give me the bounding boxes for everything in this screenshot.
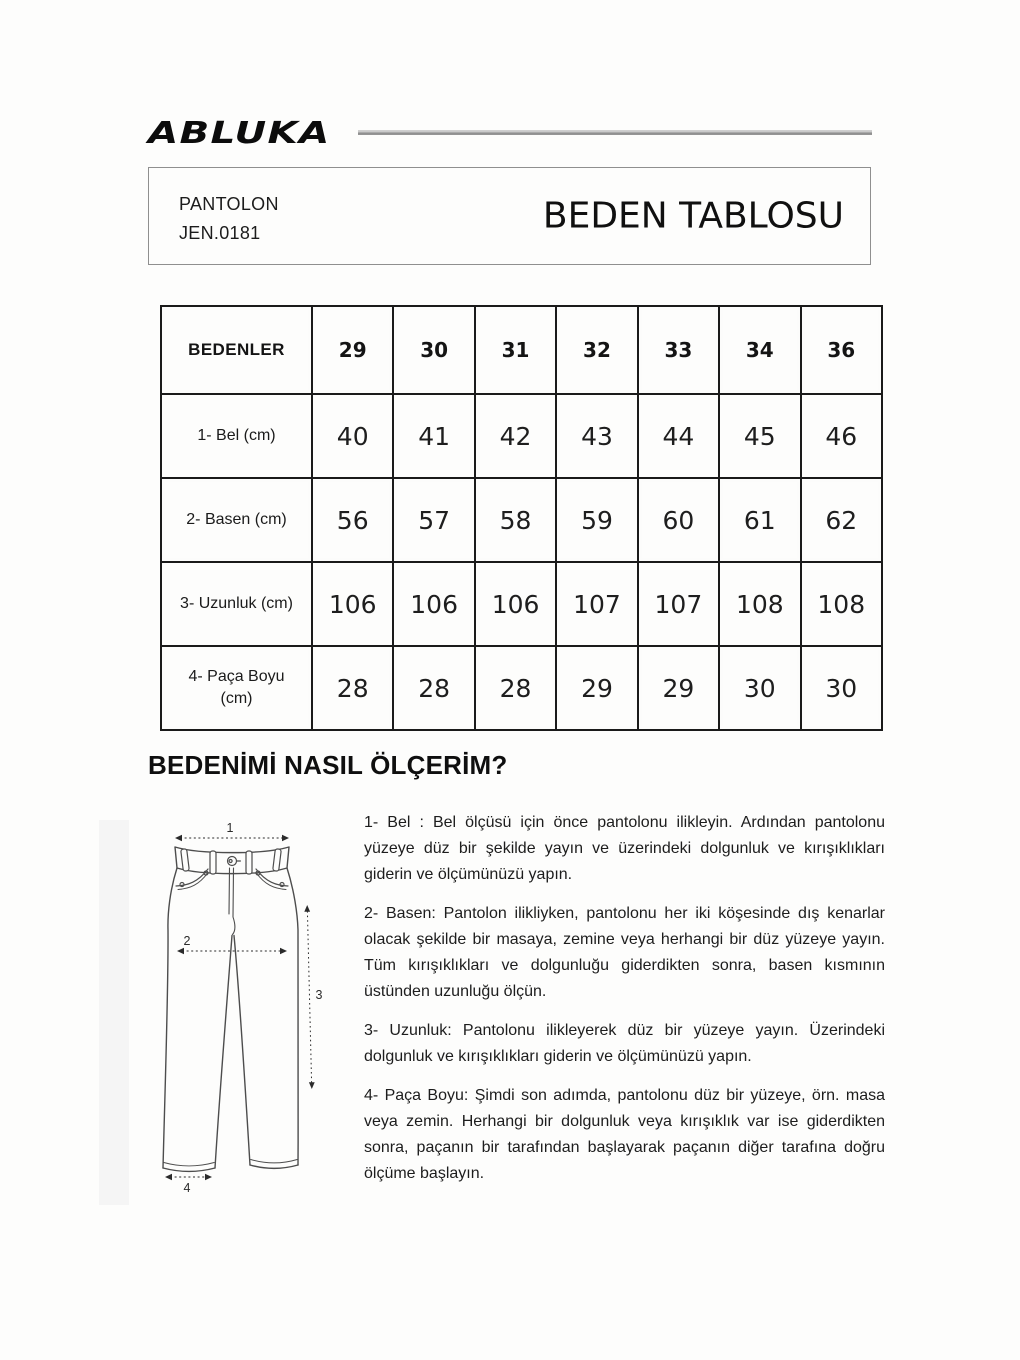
instruction-step-basen: 2- Basen: Pantolon ilikliyken, pantolonu her iki köşesinde dış kenarlar olacak şekilde bir masaya, zemine veya herhangi bir düz yüzeye yayın. Tüm kırışıklıkları ve dolgunluğu giderdikten sonra, basen kısmının üstünden uzunluğu ölçün. [364, 905, 885, 1000]
size-value: 30 [719, 646, 800, 730]
hem-stitch-left [164, 1163, 214, 1166]
size-value: 106 [312, 562, 393, 646]
column-header-33: 33 [638, 306, 719, 394]
fly-stitch [229, 868, 235, 935]
size-value: 62 [801, 478, 882, 562]
size-value: 44 [638, 394, 719, 478]
page-title: BEDEN TABLOSU [542, 195, 844, 237]
size-value: 59 [556, 478, 637, 562]
size-value: 28 [393, 646, 474, 730]
instruction-step-uzunluk: 3- Uzunluk: Pantolonu ilikleyerek düz bir yüzeye yayın. Üzerindeki dolgunluk ve kırışıklıkları giderin ve ölçümünüzü yapın. [364, 1022, 885, 1065]
size-value: 42 [475, 394, 556, 478]
size-value: 61 [719, 478, 800, 562]
instruction-step-bel: 1- Bel : Bel ölçüsü için önce pantolonu ilikleyin. Ardından pantolonu yüzeye düz bir şekilde yayın ve üzerindeki dolgunluk ve kırışıklıkları giderin ve ölçümünüzü yapın. [364, 814, 885, 883]
column-header-sizes: BEDENLER [161, 306, 312, 394]
size-value: 108 [801, 562, 882, 646]
product-type: PANTOLON [179, 194, 279, 214]
measure-label-3: 3 [315, 988, 323, 1002]
measurement-instructions [364, 810, 885, 1187]
table-header-row [161, 306, 882, 394]
table-row-paca-boyu [161, 646, 882, 730]
measure-line-length [304, 905, 322, 1089]
row-label: 4- Paça Boyu (cm) [161, 646, 312, 730]
size-value: 106 [393, 562, 474, 646]
column-header-32: 32 [556, 306, 637, 394]
product-code: JEN.0181 [179, 223, 261, 243]
size-value: 41 [393, 394, 474, 478]
column-header-29: 29 [312, 306, 393, 394]
measure-label-2: 2 [183, 934, 191, 948]
measure-line-leg-opening [165, 1174, 212, 1195]
table-row-uzunluk [161, 562, 882, 646]
table-row-bel [161, 394, 882, 478]
size-value: 107 [556, 562, 637, 646]
column-header-36: 36 [801, 306, 882, 394]
pants-measurement-diagram [140, 818, 340, 1208]
measure-label-4: 4 [183, 1181, 191, 1195]
row-label: 2- Basen (cm) [161, 478, 312, 562]
column-header-30: 30 [393, 306, 474, 394]
brand-logo: ABLUKA [148, 116, 331, 151]
column-header-34: 34 [719, 306, 800, 394]
size-value: 46 [801, 394, 882, 478]
size-value: 29 [556, 646, 637, 730]
header-rule [358, 130, 872, 135]
how-to-measure-heading: BEDENİMİ NASIL ÖLÇERİM? [148, 750, 508, 780]
size-value: 28 [312, 646, 393, 730]
size-value: 106 [475, 562, 556, 646]
size-value: 29 [638, 646, 719, 730]
hem-stitch-right [251, 1160, 297, 1163]
instruction-step-paca-boyu: 4- Paça Boyu: Şimdi son adımda, pantolonu düz bir yüzeye, örn. masa veya zemin. Herhangi bir dolgunluk veya kırışıklık var ise giderdikten sonra, paçanın bir tarafından başlayarak paçanın diğer tarafına doğru ölçüme başlayın. [364, 1087, 885, 1182]
size-value: 40 [312, 394, 393, 478]
size-value: 45 [719, 394, 800, 478]
title-box [148, 167, 871, 265]
size-value: 108 [719, 562, 800, 646]
column-header-31: 31 [475, 306, 556, 394]
size-value: 107 [638, 562, 719, 646]
row-label: 1- Bel (cm) [161, 394, 312, 478]
table-row-basen [161, 478, 882, 562]
diagram-background-strip [99, 820, 129, 1205]
row-label: 3- Uzunluk (cm) [161, 562, 312, 646]
size-value: 60 [638, 478, 719, 562]
size-value: 30 [801, 646, 882, 730]
measure-label-1: 1 [226, 821, 234, 835]
size-value: 58 [475, 478, 556, 562]
size-value: 43 [556, 394, 637, 478]
size-table [160, 305, 883, 731]
size-value: 57 [393, 478, 474, 562]
pants-outline [163, 868, 298, 1171]
size-value: 56 [312, 478, 393, 562]
measure-line-waist [175, 821, 289, 841]
size-value: 28 [475, 646, 556, 730]
